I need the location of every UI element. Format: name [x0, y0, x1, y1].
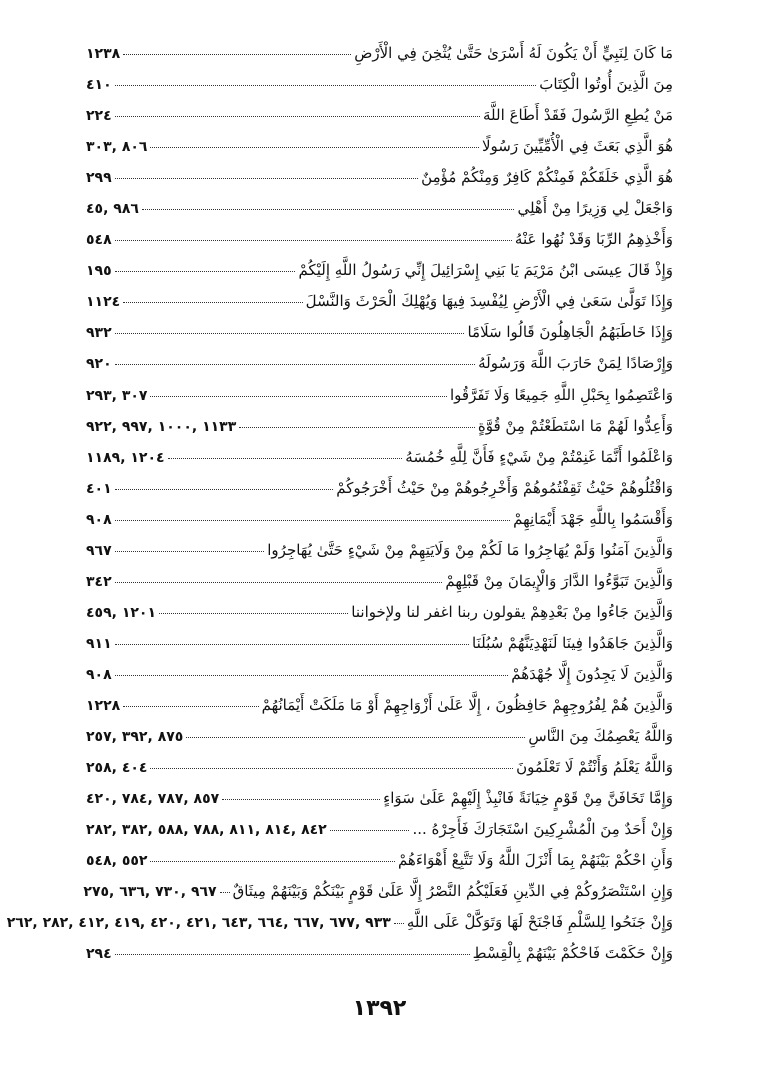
page-references: ١١٣٣ ,١٠٠٠ ,٩٩٧ ,٩٢٢ [86, 418, 237, 435]
index-entry [86, 603, 673, 634]
dot-leader [115, 954, 470, 955]
index-entry [86, 572, 673, 603]
page-references: ٣٠٧ ,٢٩٣ [86, 387, 148, 404]
verse-text: وَاللَّهُ يَعْلَمُ وَأَنْتُمْ لَا تَعْلَمُونَ [516, 758, 673, 777]
index-entry [86, 541, 673, 572]
page-references: ٩٣٢ [86, 325, 112, 342]
page-references: ٩٣٣ ,٦٧٧ ,٦٦٧ ,٦٦٤ ,٦٤٣ ,٤٢١ ,٤٢٠ ,٤١٩ ,٤١٢ ,٢٨٢ ,٢٦٢ [6, 915, 391, 932]
page-references: ٨٠٦ ,٣٠٣ [86, 139, 148, 156]
page-references: ٨٧٥ ,٣٩٢ ,٢٥٧ [86, 729, 184, 746]
index-entry [86, 44, 673, 75]
dot-leader [150, 396, 447, 397]
dot-leader [115, 520, 510, 521]
index-entry [86, 230, 673, 261]
dot-leader [150, 861, 394, 862]
index-entry [86, 354, 673, 385]
dot-leader [115, 675, 509, 676]
dot-leader [115, 644, 469, 645]
verse-text: وَالَّذِينَ آمَنُوا وَلَمْ يُهَاجِرُوا مَا لَكُمْ مِنْ وَلَايَتِهِمْ مِنْ شَيْءٍ حَتَّىٰ يُهَاجِرُوا [267, 540, 673, 559]
page-references: ٩٦٧ ,٧٣٠ ,٦٣٦ ,٢٧٥ [83, 884, 217, 901]
page-references: ٨٤٢ ,٨١٤ ,٨١١ ,٧٨٨ ,٥٨٨ ,٣٨٢ ,٢٨٢ [86, 822, 327, 839]
page-references: ٤٠١ [86, 480, 112, 497]
dot-leader [330, 830, 410, 831]
verse-text: وَالَّذِينَ تَبَوَّءُوا الدَّارَ وَالْإِيمَانَ مِنْ قَبْلِهِمْ [445, 571, 673, 590]
index-entry [86, 944, 673, 975]
page-references: ٩٢٠ [86, 356, 112, 373]
verse-text: هُوَ الَّذِي بَعَثَ فِي الْأُمِّيِّينَ رَسُولًا [481, 137, 673, 156]
index-entry [86, 634, 673, 665]
verse-text: وَإِنْ حَكَمْتَ فَاحْكُمْ بَيْنَهُمْ بِالْقِسْطِ [472, 944, 673, 963]
dot-leader [142, 209, 515, 210]
page-references: ١٢٣٨ [86, 46, 121, 62]
page-references: ١٢٢٨ [86, 697, 121, 714]
index-entry [86, 851, 673, 882]
verse-text: وَإِنْ جَنَحُوا لِلسَّلْمِ فَاجْنَحْ لَهَا وَتَوَكَّلْ عَلَى اللَّهِ [406, 913, 673, 932]
index-entry [86, 386, 673, 417]
page-references: ٩٠٨ [86, 511, 112, 528]
index-entry [86, 696, 673, 727]
index-entry [86, 137, 673, 168]
index-entry [6, 913, 673, 944]
dot-leader [150, 147, 479, 148]
dot-leader [115, 178, 419, 179]
page-references: ٤٠٤ ,٢٥٨ [86, 760, 148, 777]
page-references: ٥٥٢ ,٥٤٨ [86, 853, 148, 870]
page-references: ٢٩٤ [86, 946, 112, 963]
page-number: ١٣٩٢ [352, 996, 407, 1021]
page-references: ٣٤٢ [86, 573, 112, 590]
page-references: ٨٥٧ ,٧٨٧ ,٧٨٤ ,٤٢٠ [86, 791, 220, 808]
page-references: ٤١٠ [86, 77, 112, 94]
index-entry [83, 882, 673, 913]
dot-leader [123, 302, 302, 303]
page-references: ٥٤٨ [86, 232, 112, 249]
dot-leader [115, 333, 465, 334]
verse-text: وَاقْتُلُوهُمْ حَيْثُ ثَقِفْتُمُوهُمْ وَأَخْرِجُوهُمْ مِنْ حَيْثُ أَخْرَجُوكُمْ [336, 478, 673, 497]
index-list [6, 44, 673, 975]
verse-text: مِنَ الَّذِينَ أُوتُوا الْكِتَابَ [539, 75, 673, 94]
verse-text: وَأَعِدُّوا لَهُمْ مَا اسْتَطَعْتُمْ مِنْ قُوَّةٍ [477, 416, 673, 435]
dot-leader [123, 54, 351, 55]
dot-leader [115, 85, 537, 86]
verse-text: وَإِنِ اسْتَنْصَرُوكُمْ فِي الدِّينِ فَعَلَيْكُمُ النَّصْرُ إِلَّا عَلَىٰ قَوْمٍ بَيْنَكُمْ وَبَيْنَهُمْ مِيثَاقٌ [232, 882, 673, 901]
dot-leader [159, 613, 348, 614]
dot-leader [115, 489, 334, 490]
page-references: ٩٨٦ ,٤٥ [86, 201, 139, 218]
index-entry [86, 789, 673, 820]
dot-leader [115, 116, 480, 117]
verse-text: وَأَنِ احْكُمْ بَيْنَهُمْ بِمَا أَنْزَلَ اللَّهُ وَلَا تَتَّبِعْ أَهْوَاءَهُمْ [397, 851, 673, 870]
index-entry [86, 448, 673, 479]
index-entry [86, 727, 673, 758]
dot-leader [239, 427, 475, 428]
verse-text: وَاعْلَمُوا أَنَّمَا غَنِمْتُمْ مِنْ شَيْءٍ فَأَنَّ لِلَّهِ خُمُسَهُ [405, 447, 673, 466]
dot-leader [123, 706, 258, 707]
index-entry [86, 292, 673, 323]
verse-text: وَاللَّهُ يَعْصِمُكَ مِنَ النَّاسِ [528, 727, 673, 746]
verse-text: وَإِذَا خَاطَبَهُمُ الْجَاهِلُونَ قَالُوا سَلَامًا [467, 323, 673, 342]
index-entry [86, 261, 673, 292]
verse-text: وَأَقْسَمُوا بِاللَّهِ جَهْدَ أَيْمَانِهِمْ [513, 509, 673, 528]
page-references: ٩١١ [86, 635, 112, 652]
index-entry [86, 106, 673, 137]
page-references: ١٩٥ [86, 263, 112, 280]
dot-leader [394, 923, 404, 924]
page-references: ١١٢٤ [86, 294, 121, 311]
verse-text: مَا كَانَ لِنَبِيٍّ أَنْ يَكُونَ لَهُ أَسْرَىٰ حَتَّىٰ يُثْخِنَ فِي الْأَرْضِ [354, 44, 673, 62]
verse-text: وَاجْعَلْ لِي وَزِيرًا مِنْ أَهْلِي [517, 199, 673, 218]
page-references: ١٢٠٤ ,١١٨٩ [86, 449, 165, 466]
dot-leader [222, 799, 380, 800]
verse-text: وَالَّذِينَ لَا يَجِدُونَ إِلَّا جُهْدَهُمْ [511, 664, 673, 683]
verse-text: مَنْ يُطِعِ الرَّسُولَ فَقَدْ أَطَاعَ اللَّهَ [483, 106, 673, 125]
verse-text: وَإِذْ قَالَ عِيسَى ابْنُ مَرْيَمَ يَا بَنِي إِسْرَائِيلَ إِنِّي رَسُولُ اللَّهِ إِلَيْكُمْ [298, 261, 673, 280]
page-references: ٢٩٩ [86, 170, 112, 187]
index-entry [86, 479, 673, 510]
verse-text: وَالَّذِينَ هُمْ لِفُرُوجِهِمْ حَافِظُونَ ، إِلَّا عَلَىٰ أَزْوَاجِهِمْ أَوْ مَا مَلَكَتْ أَيْمَانُهُمْ [261, 695, 673, 714]
page-references: ١٢٠١ ,٤٥٩ [86, 604, 157, 621]
index-entry [86, 168, 673, 199]
verse-text: وَإِنْ أَحَدٌ مِنَ الْمُشْرِكِينَ اسْتَجَارَكَ فَأَجِرْهُ ... [412, 820, 673, 839]
dot-leader [150, 768, 513, 769]
index-entry [86, 510, 673, 541]
index-entry [86, 323, 673, 354]
page-references: ٩٠٨ [86, 666, 112, 683]
verse-text: هُوَ الَّذِي خَلَقَكُمْ فَمِنْكُمْ كَافِرٌ وَمِنْكُمْ مُؤْمِنٌ [421, 168, 673, 187]
verse-text: وَالَّذِينَ جَاءُوا مِنْ بَعْدِهِمْ يقولون ربنا اغفر لنا ولإخواننا [351, 602, 673, 621]
verse-text: وَإِذَا تَوَلَّىٰ سَعَىٰ فِي الْأَرْضِ لِيُفْسِدَ فِيهَا وَيُهْلِكَ الْحَرْثَ وَالنَّسْلَ [305, 292, 673, 311]
verse-text: وَاعْتَصِمُوا بِحَبْلِ اللَّهِ جَمِيعًا وَلَا تَفَرَّقُوا [449, 385, 673, 404]
dot-leader [115, 582, 443, 583]
dot-leader [115, 551, 265, 552]
page-references: ٢٢٤ [86, 108, 112, 125]
dot-leader [115, 364, 475, 365]
index-entry [86, 199, 673, 230]
verse-text: وَأَخْذِهِمُ الرِّبَا وَقَدْ نُهُوا عَنْهُ [514, 230, 673, 249]
dot-leader [220, 892, 230, 893]
dot-leader [168, 458, 403, 459]
index-entry [86, 665, 673, 696]
index-entry [86, 820, 673, 851]
index-entry [86, 417, 673, 448]
dot-leader [115, 271, 296, 272]
page-references: ٩٦٧ [86, 542, 112, 559]
dot-leader [186, 737, 525, 738]
verse-text: وَالَّذِينَ جَاهَدُوا فِينَا لَنَهْدِيَنَّهُمْ سُبُلَنَا [472, 633, 673, 652]
verse-text: وَإِرْصَادًا لِمَنْ حَارَبَ اللَّهَ وَرَسُولَهُ [478, 354, 673, 373]
verse-text: وَإِمَّا تَخَافَنَّ مِنْ قَوْمٍ خِيَانَةً فَانْبِذْ إِلَيْهِمْ عَلَىٰ سَوَاءٍ [383, 789, 673, 808]
index-entry [86, 758, 673, 789]
index-entry [86, 75, 673, 106]
dot-leader [115, 240, 512, 241]
